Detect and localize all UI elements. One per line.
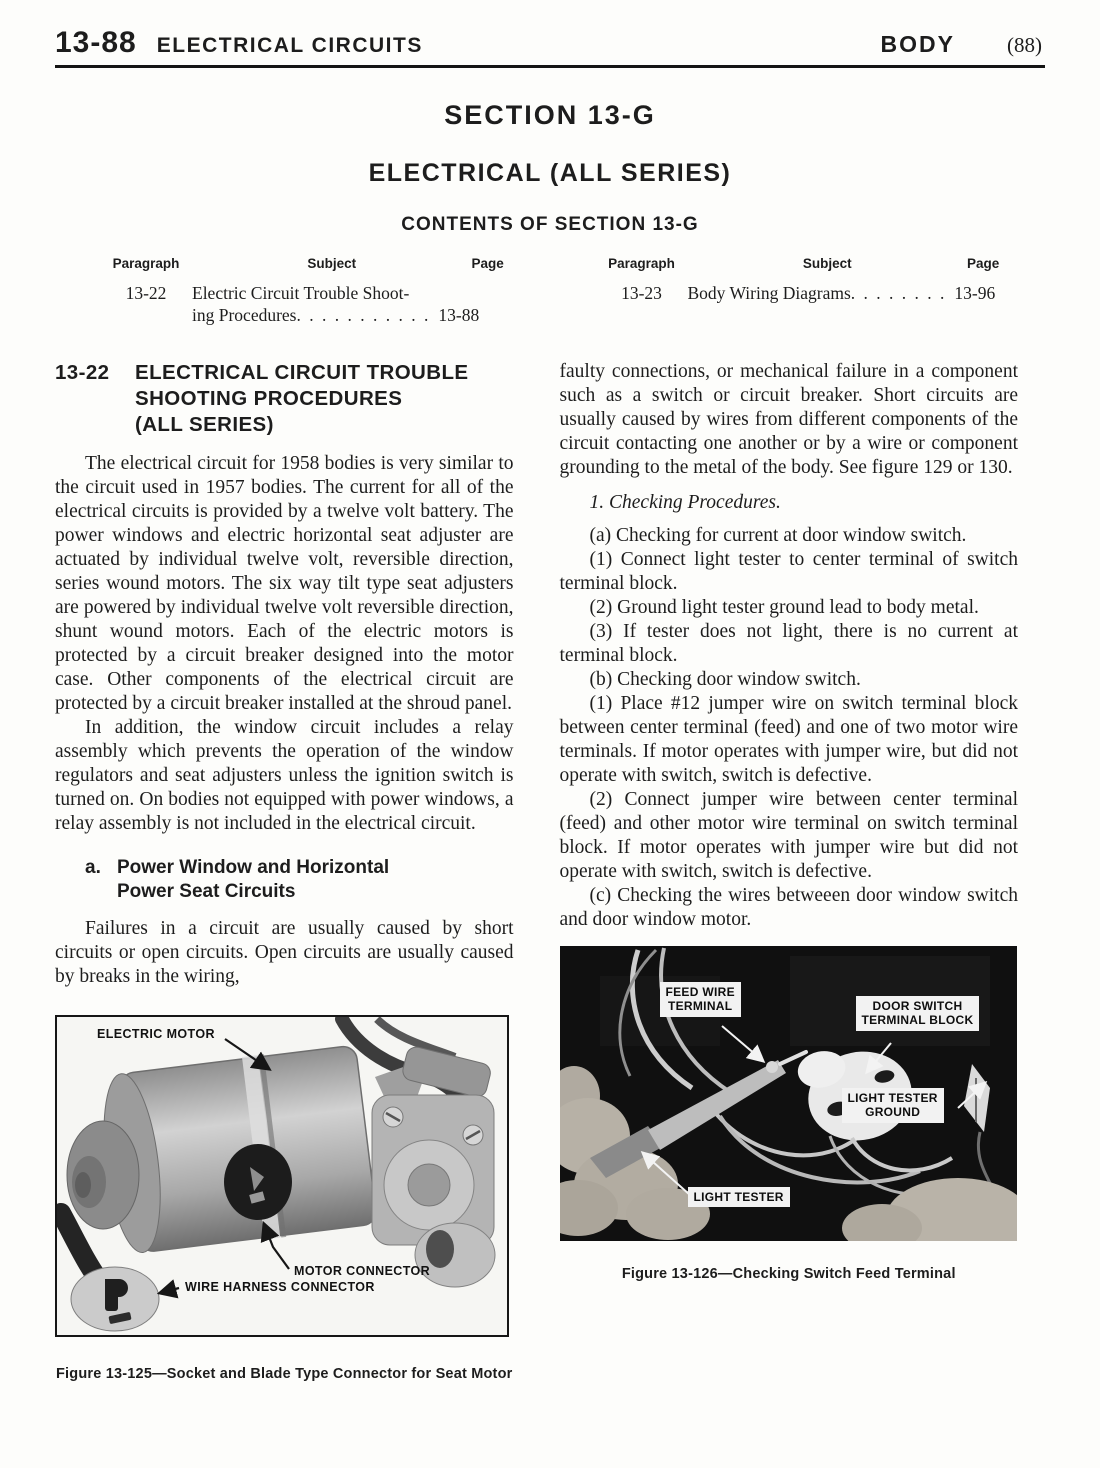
col-header-subject: Subject [802,256,852,271]
feed-wire-terminal-label [660,982,741,1017]
toc-subject [688,282,1026,304]
header-rule [55,65,1045,68]
light-tester-ground-label [842,1088,944,1123]
subheading-text [117,856,389,904]
heading-line: SHOOTING PROCEDURES [135,387,403,410]
toc-subject-line2: ing Procedures [192,305,297,325]
paragraph: (c) Checking the wires betweeen door window switch and door window motor. [559,885,1018,930]
figure-13-126 [560,946,1019,1286]
paragraph: (2) Connect jumper wire between center terminal (feed) and other motor wire terminal on switch terminal block. If motor operates with jumper wire but did not operate with switch, switch is defective. [559,789,1018,882]
electric-motor-label: ELECTRIC MOTOR [97,1027,215,1041]
left-column [55,360,514,1386]
checking-procedures-heading: 1. Checking Procedures. [589,492,781,513]
paragraph: faulty connections, or mechanical failure in a component such as a switch or circuit breaker. Short circuits are usually caused by wires from different components of the circuit contacting one another or by a wire or component grounding to the metal of the body. See figure 129 or 130. [559,361,1018,478]
header-section-title: ELECTRICAL CIRCUITS [156,34,423,57]
paragraph: Failures in a circuit are usually caused by short circuits or open circuits. Open circuits are usually caused by breaks in the wiring, [55,918,514,987]
subheading-a [85,856,514,904]
toc-page-number: 13-88 [438,305,480,325]
body-columns [0,360,1100,1386]
paragraph: The electrical circuit for 1958 bodies is very similar to the circuit used in 1957 bodies. The current for all of the electrical circuits is provided by a twelve volt battery. The power windows and electric horizontal seat adjuster are actuated by individual twelve volt, reversible direction, series wound motors. The six way tilt type seat adjusters are powered by individual twelve volt reversible direction, shunt wound motors. Each of the electric motors is protected by a circuit breaker designed into the motor case. Other components of the electrical circuit are protected by a circuit breaker installed at the shroud panel. [55,453,514,714]
paragraph: (2) Ground light tester ground lead to body metal. [589,597,979,618]
motor-connector-label: MOTOR CONNECTOR [294,1264,431,1278]
door-switch-terminal-block-label [856,996,980,1031]
paragraph: (3) If tester does not light, there is no current at terminal block. [559,621,1018,666]
light-tester-label: LIGHT TESTER [688,1187,790,1207]
contents-title: CONTENTS OF SECTION 13-G [401,214,699,235]
label-line: FEED WIRE [665,985,735,999]
right-column [560,360,1019,1386]
figure-13-125 [55,1015,514,1386]
figure-13-125-caption: Figure 13-125—Socket and Blade Type Connector for Seat Motor [56,1366,513,1382]
series-title: ELECTRICAL (ALL SERIES) [368,159,732,187]
col-header-paragraph: Paragraph [608,256,675,271]
paragraph: (1) Place #12 jumper wire on switch terminal block between center terminal (feed) and one of two motor wire terminals. If motor operates with jumper wire, but did not operate with switch, switch is defective. [559,693,1018,786]
figure-13-125-photo [55,1015,509,1337]
header-page-number: (88) [1007,33,1042,57]
dot-leader: . . . . . . . . . . . [296,305,431,325]
paragraph: In addition, the window circuit includes a relay assembly which prevents the operation of the window regulators and seat adjusters unless the ignition switch is turned on. On bodies not equipped with power windows, a relay assembly is not included in the electrical circuit. [55,717,514,834]
toc-paragraph-number: 13-23 [621,283,662,303]
col-header-page: Page [471,256,504,271]
section-title: SECTION 13-G [444,100,656,130]
label-line: LIGHT TESTER [847,1091,938,1105]
contents-right [596,256,1026,326]
col-header-paragraph: Paragraph [112,256,180,271]
table-row [100,282,530,326]
contents-right-headers [596,256,1026,271]
wire-harness-connector-label: WIRE HARNESS CONNECTOR [185,1280,375,1294]
contents-table [100,256,1025,326]
label-line: DOOR SWITCH [872,999,963,1013]
label-line: GROUND [865,1105,921,1120]
paragraph: (a) Checking for current at door window switch. [589,525,967,546]
table-row [596,282,1026,304]
subheading-line: Power Seat Circuits [117,881,296,902]
heading-line: (ALL SERIES) [135,413,274,436]
subheading-letter: a. [85,857,101,878]
contents-left-headers [100,256,530,271]
heading-number: 13-22 [55,361,110,384]
header-body-title: BODY [880,31,955,57]
paragraph: (b) Checking door window switch. [589,669,861,690]
page-code: 13-88 [55,26,137,59]
label-line: TERMINAL [667,999,733,1014]
paragraph: (1) Connect light tester to center terminal of switch terminal block. [559,549,1018,594]
heading-line: ELECTRICAL CIRCUIT TROUBLE [135,361,469,384]
paragraph-13-22-heading [55,360,514,438]
heading-text [135,360,468,438]
toc-subject-line1: Electric Circuit Trouble Shoot- [192,283,410,303]
dot-leader: . . . . . . . . [850,283,947,303]
col-header-subject: Subject [307,256,357,271]
label-line: TERMINAL BLOCK [861,1013,974,1028]
toc-subject [192,282,530,326]
toc-paragraph-number: 13-22 [125,283,167,303]
subheading-line: Power Window and Horizontal [117,857,390,878]
toc-page-number: 13-96 [954,283,996,303]
figure-13-126-photo [560,946,1017,1241]
page-header [0,0,1100,60]
contents-left [100,256,530,326]
col-header-page: Page [967,256,1000,271]
figure-13-126-caption: Figure 13-126—Checking Switch Feed Terminal [621,1266,956,1282]
toc-subject-line1: Body Wiring Diagrams [687,283,851,303]
